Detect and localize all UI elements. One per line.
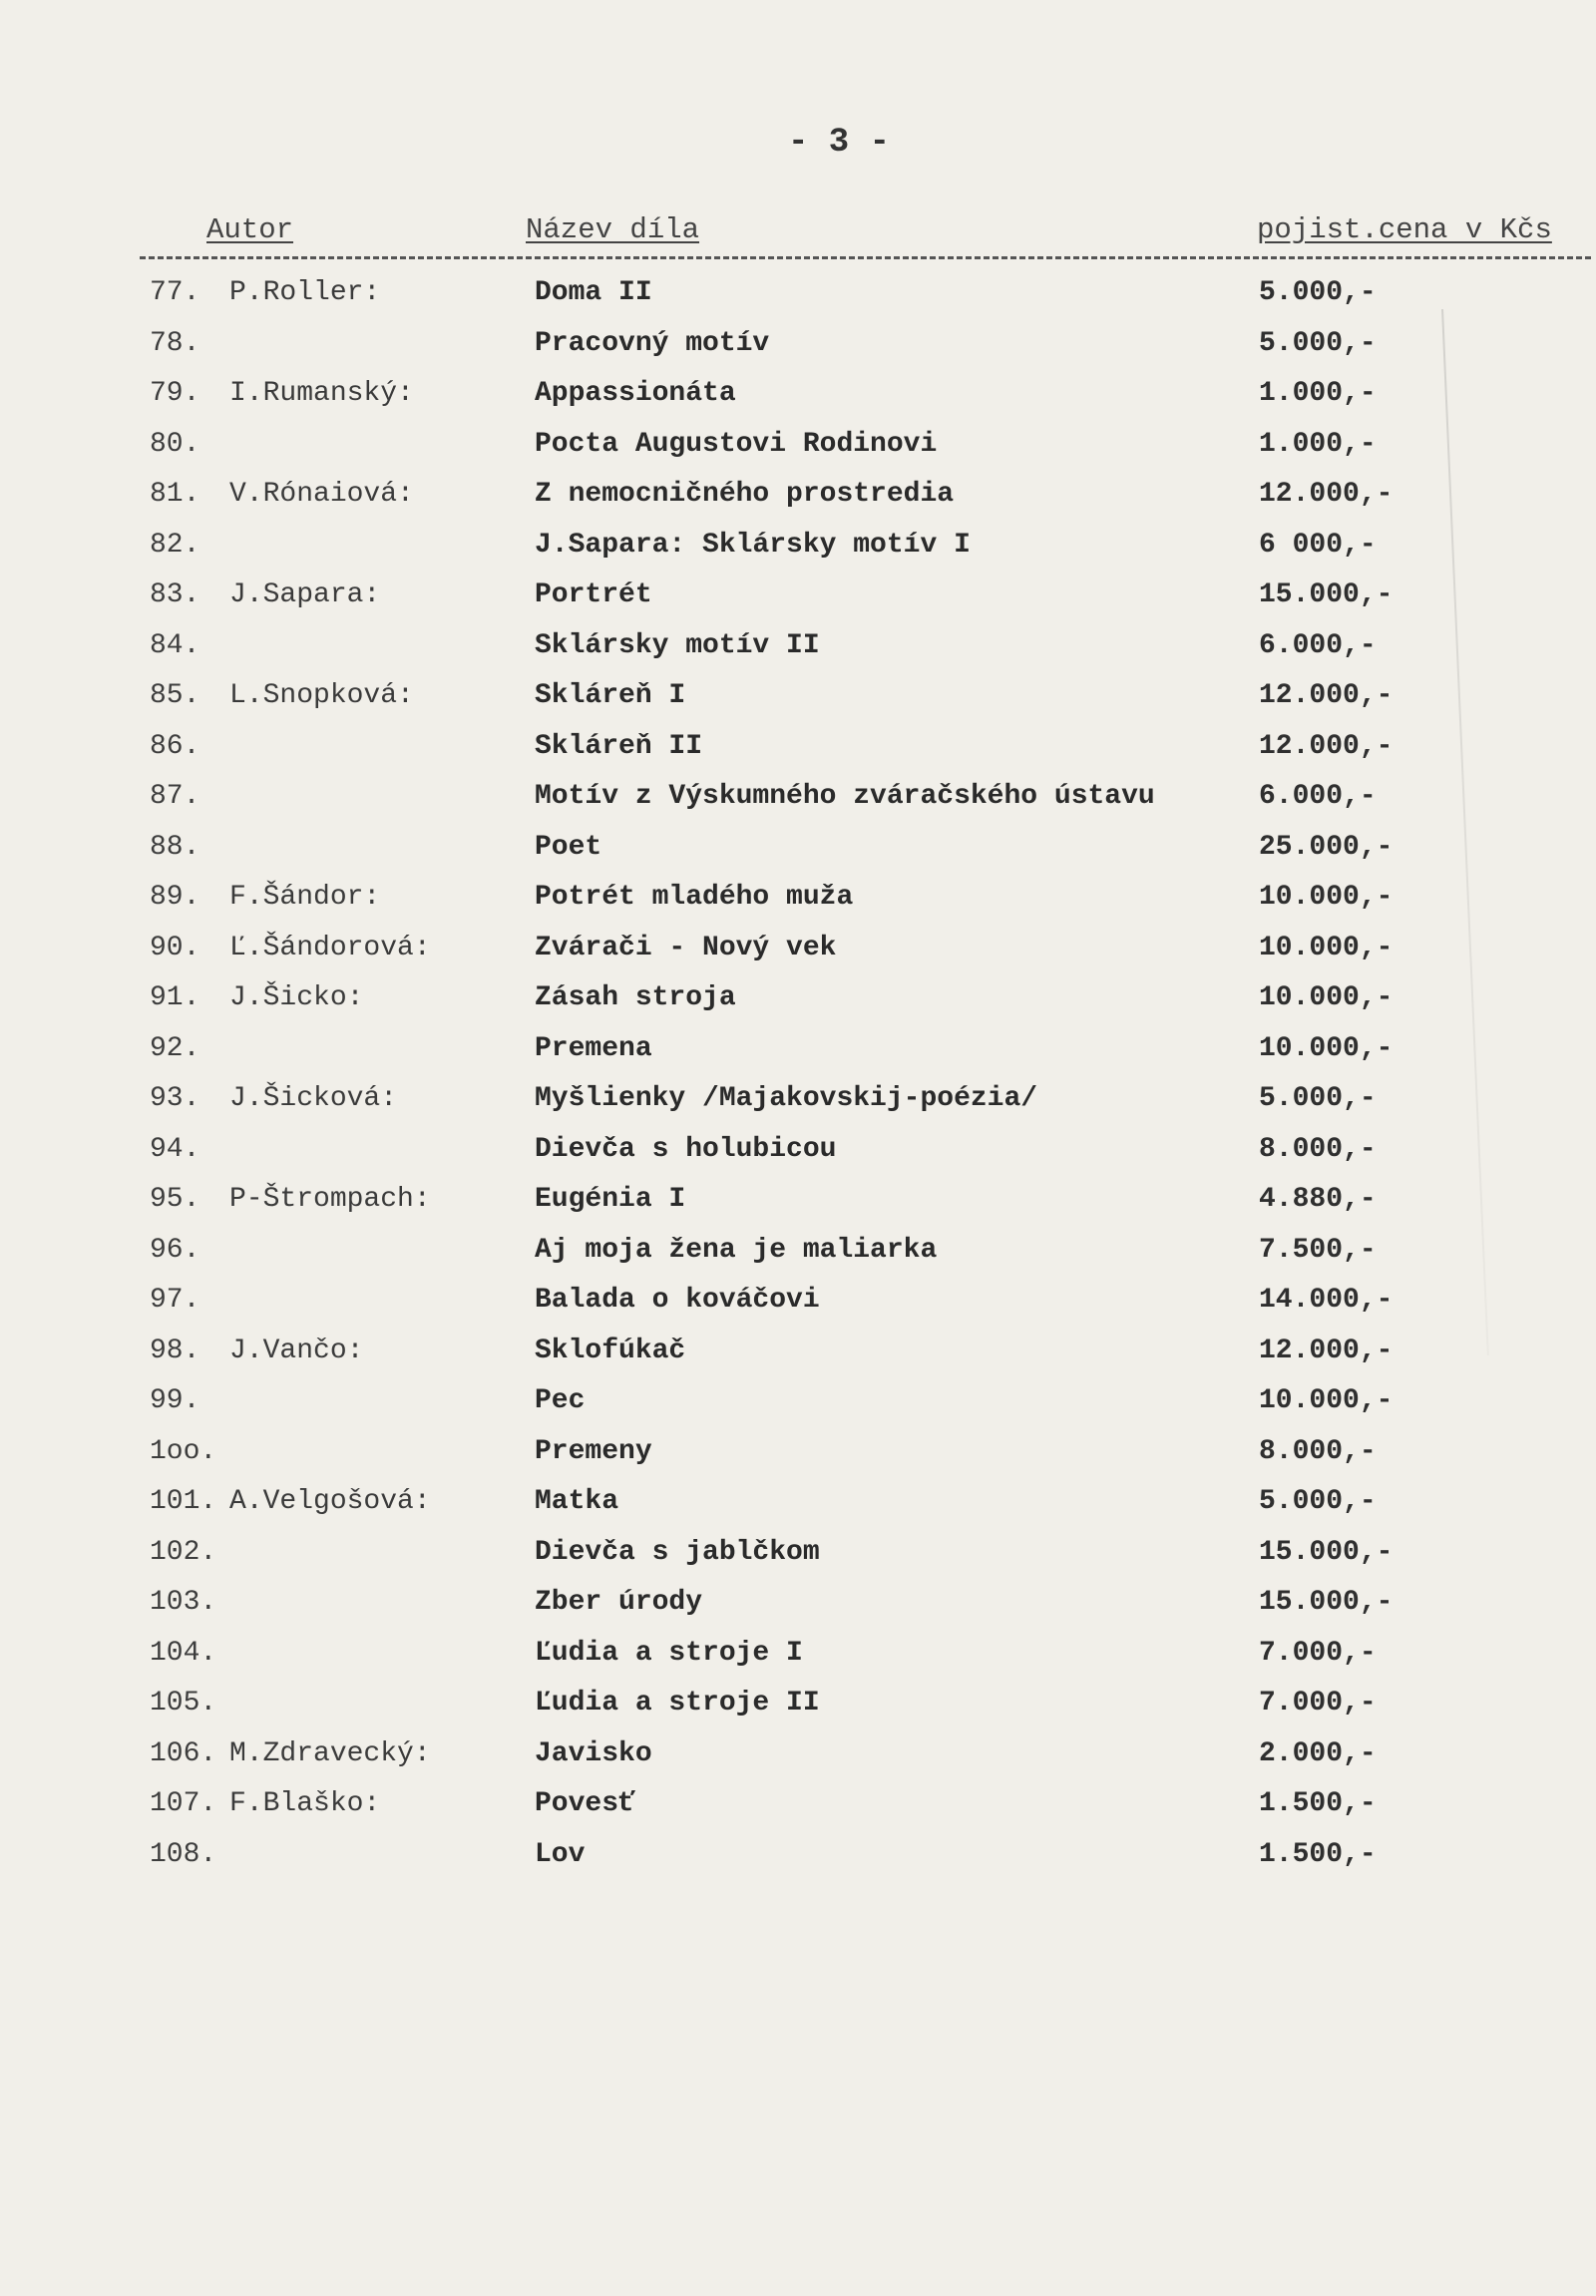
column-header-autor: Autor (206, 213, 294, 246)
row-cena: 2.000,- (1259, 1737, 1377, 1769)
table-row (0, 570, 1596, 620)
row-cena: 1.000,- (1259, 428, 1377, 460)
row-nazev: Potrét mladého muža (535, 882, 854, 913)
table-row (0, 1275, 1596, 1326)
row-cena: 12.000,- (1259, 680, 1394, 711)
row-num: 91. (150, 982, 200, 1013)
row-nazev: Doma II (535, 277, 652, 308)
row-autor: F.Blaško: (229, 1788, 381, 1819)
row-num: 96. (150, 1234, 200, 1266)
row-num: 97. (150, 1285, 200, 1316)
row-cena: 5.000,- (1259, 277, 1377, 308)
row-autor: I.Rumanský: (229, 378, 414, 409)
table-row (0, 368, 1596, 419)
table-row (0, 1628, 1596, 1679)
row-num: 98. (150, 1335, 200, 1366)
row-cena: 5.000,- (1259, 1083, 1377, 1114)
row-cena: 1.000,- (1259, 378, 1377, 409)
row-num: 81. (150, 479, 200, 510)
row-cena: 8.000,- (1259, 1435, 1377, 1467)
row-nazev: Skláreň II (535, 730, 703, 762)
table-row (0, 469, 1596, 520)
row-nazev: Eugénia I (535, 1184, 686, 1215)
row-nazev: Dievča s jablčkom (535, 1536, 820, 1568)
row-nazev: Lov (535, 1838, 586, 1870)
row-num: 82. (150, 529, 200, 561)
row-cena: 12.000,- (1259, 1335, 1394, 1366)
table-row (0, 721, 1596, 772)
table-row (0, 822, 1596, 873)
row-nazev: Pocta Augustovi Rodinovi (535, 428, 938, 460)
row-num: 90. (150, 932, 200, 963)
row-num: 106. (150, 1737, 217, 1769)
row-num: 102. (150, 1536, 217, 1568)
table-row (0, 670, 1596, 721)
table-row (0, 1778, 1596, 1829)
row-autor: V.Rónaiová: (229, 479, 414, 510)
row-num: 92. (150, 1032, 200, 1064)
table-row (0, 1073, 1596, 1124)
table-row (0, 1678, 1596, 1728)
table-row (0, 1527, 1596, 1578)
table-row (0, 318, 1596, 369)
row-num: 94. (150, 1133, 200, 1165)
row-num: 83. (150, 579, 200, 610)
row-nazev: Poet (535, 831, 602, 863)
row-num: 77. (150, 277, 200, 308)
row-autor: F.Šándor: (229, 882, 381, 913)
artwork-list (0, 267, 1596, 1879)
row-num: 84. (150, 629, 200, 661)
row-num: 89. (150, 882, 200, 913)
row-autor: L.Snopková: (229, 680, 414, 711)
table-row (0, 771, 1596, 822)
row-nazev: Balada o kováčovi (535, 1285, 820, 1316)
row-cena: 5.000,- (1259, 1486, 1377, 1517)
row-nazev: Zásah stroja (535, 982, 736, 1013)
row-nazev: Matka (535, 1486, 619, 1517)
row-cena: 6 000,- (1259, 529, 1377, 561)
row-num: 78. (150, 327, 200, 359)
table-row (0, 1476, 1596, 1527)
row-num: 99. (150, 1385, 200, 1416)
column-header-cena: pojist.cena v Kčs (1257, 213, 1552, 246)
row-cena: 4.880,- (1259, 1184, 1377, 1215)
row-num: 101. (150, 1486, 217, 1517)
row-cena: 10.000,- (1259, 882, 1394, 913)
row-num: 88. (150, 831, 200, 863)
row-cena: 6.000,- (1259, 629, 1377, 661)
row-nazev: Povesť (535, 1788, 635, 1819)
table-row (0, 267, 1596, 318)
row-cena: 15.000,- (1259, 1587, 1394, 1618)
row-num: 1oo. (150, 1435, 217, 1467)
row-cena: 6.000,- (1259, 781, 1377, 812)
table-row (0, 1225, 1596, 1276)
table-row (0, 1426, 1596, 1477)
row-num: 107. (150, 1788, 217, 1819)
row-cena: 15.000,- (1259, 1536, 1394, 1568)
row-nazev: Motív z Výskumného zváračského ústavu (535, 781, 1155, 812)
row-cena: 7.500,- (1259, 1234, 1377, 1266)
table-row (0, 872, 1596, 923)
row-nazev: Zber úrody (535, 1587, 703, 1618)
row-num: 93. (150, 1083, 200, 1114)
row-autor: J.Šicko: (229, 982, 364, 1013)
row-cena: 25.000,- (1259, 831, 1394, 863)
header-divider (140, 256, 1591, 259)
row-num: 79. (150, 378, 200, 409)
row-num: 86. (150, 730, 200, 762)
row-num: 104. (150, 1637, 217, 1669)
row-num: 95. (150, 1184, 200, 1215)
row-num: 105. (150, 1688, 217, 1719)
row-cena: 7.000,- (1259, 1688, 1377, 1719)
row-nazev: Javisko (535, 1737, 652, 1769)
row-nazev: Premena (535, 1032, 652, 1064)
row-cena: 15.000,- (1259, 579, 1394, 610)
row-cena: 10.000,- (1259, 982, 1394, 1013)
row-nazev: Premeny (535, 1435, 652, 1467)
row-num: 108. (150, 1838, 217, 1870)
row-autor: M.Zdravecký: (229, 1737, 431, 1769)
row-nazev: Sklofúkač (535, 1335, 686, 1366)
table-row (0, 923, 1596, 973)
row-cena: 10.000,- (1259, 1032, 1394, 1064)
row-nazev: Dievča s holubicou (535, 1133, 837, 1165)
row-autor: J.Vančo: (229, 1335, 364, 1366)
table-row (0, 1326, 1596, 1376)
row-autor: A.Velgošová: (229, 1486, 431, 1517)
table-row (0, 620, 1596, 671)
row-num: 85. (150, 680, 200, 711)
row-cena: 14.000,- (1259, 1285, 1394, 1316)
table-row (0, 1375, 1596, 1426)
row-cena: 1.500,- (1259, 1838, 1377, 1870)
row-num: 87. (150, 781, 200, 812)
table-row (0, 1829, 1596, 1880)
row-nazev: Appassionáta (535, 378, 736, 409)
row-nazev: Ľudia a stroje I (535, 1637, 803, 1669)
table-row (0, 1577, 1596, 1628)
row-autor: J.Šicková: (229, 1083, 398, 1114)
table-row (0, 419, 1596, 470)
row-autor: P.Roller: (229, 277, 381, 308)
row-autor: Ľ.Šándorová: (229, 932, 431, 963)
row-cena: 12.000,- (1259, 730, 1394, 762)
page-number: - 3 - (788, 124, 891, 162)
row-nazev: Myšlienky /Majakovskij-poézia/ (535, 1083, 1038, 1114)
row-nazev: Pracovný motív (535, 327, 770, 359)
row-nazev: Pec (535, 1385, 586, 1416)
row-nazev: Sklársky motív II (535, 629, 820, 661)
row-cena: 7.000,- (1259, 1637, 1377, 1669)
row-nazev: J.Sapara: Sklársky motív I (535, 529, 971, 561)
row-num: 80. (150, 428, 200, 460)
row-autor: J.Sapara: (229, 579, 381, 610)
row-cena: 10.000,- (1259, 932, 1394, 963)
row-cena: 5.000,- (1259, 327, 1377, 359)
row-cena: 10.000,- (1259, 1385, 1394, 1416)
row-nazev: Zvárači - Nový vek (535, 932, 837, 963)
row-num: 103. (150, 1587, 217, 1618)
column-header-nazev: Název díla (526, 213, 700, 246)
row-nazev: Z nemocničného prostredia (535, 479, 955, 510)
table-row (0, 972, 1596, 1023)
table-row (0, 1023, 1596, 1074)
table-row (0, 1174, 1596, 1225)
table-row (0, 520, 1596, 571)
row-nazev: Skláreň I (535, 680, 686, 711)
row-nazev: Ľudia a stroje II (535, 1688, 820, 1719)
table-row (0, 1728, 1596, 1779)
row-nazev: Aj moja žena je maliarka (535, 1234, 938, 1266)
row-nazev: Portrét (535, 579, 652, 610)
row-cena: 8.000,- (1259, 1133, 1377, 1165)
row-autor: P-Štrompach: (229, 1184, 431, 1215)
table-row (0, 1124, 1596, 1175)
row-cena: 12.000,- (1259, 479, 1394, 510)
row-cena: 1.500,- (1259, 1788, 1377, 1819)
